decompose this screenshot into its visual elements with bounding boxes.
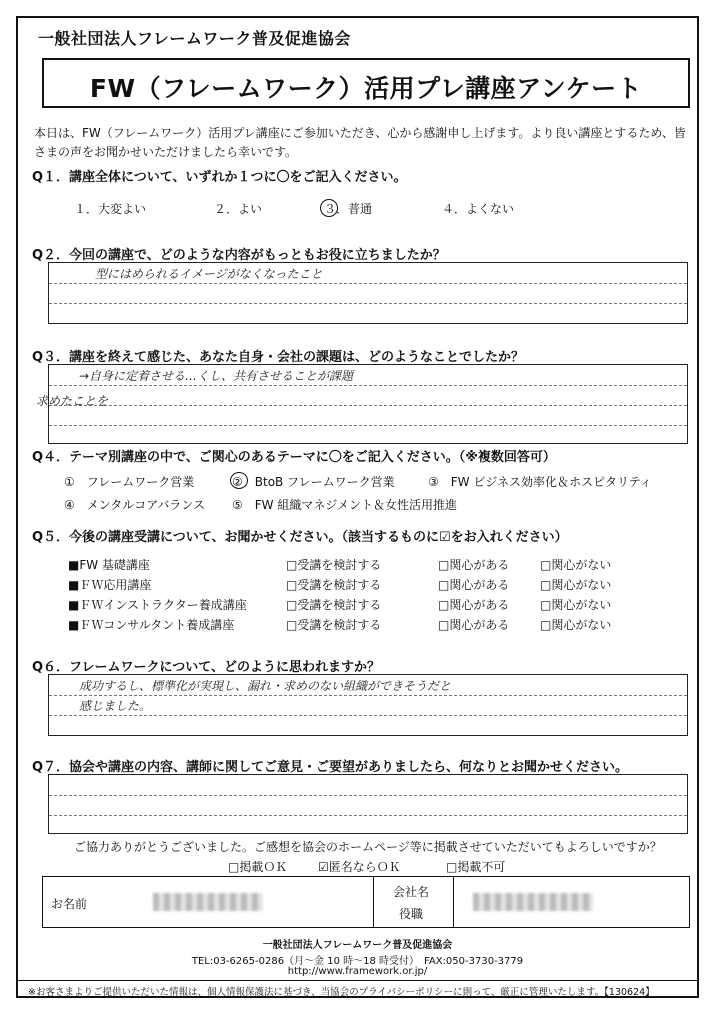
consent-option-anonymous[interactable]: ☑匿名ならＯＫ	[318, 860, 401, 874]
company-divider	[453, 877, 454, 927]
q5-course-4-not-interested[interactable]: □関心がない	[540, 618, 612, 632]
intro-text: 本日は、FW（フレームワーク）活用プレ講座にご参加いただき、心から感謝申し上げます。より良い講座とするため、皆さまの声をお聞かせいただけましたら幸いです。	[34, 126, 686, 159]
q1-option-3[interactable]: ３．普通	[324, 202, 373, 216]
q5-course-2: ■ＦＷ応用講座	[68, 578, 152, 592]
name-box	[42, 876, 690, 928]
q6-answer-line2: 感じました。	[79, 699, 152, 713]
q5-course-1-interested[interactable]: □関心がある	[438, 558, 510, 572]
q1-label: Q１．講座全体について、いずれか１つに〇をご記入ください。	[32, 170, 407, 185]
q4-option-4[interactable]: ④ メンタルコアバランス	[64, 498, 205, 512]
footer-org: 一般社団法人フレームワーク普及促進協会	[262, 940, 453, 951]
q1-option-2[interactable]: ２．よい	[214, 202, 263, 216]
q6-answer-line1: 成功するし、標準化が実現し、漏れ・求めのない組織ができそうだと	[79, 679, 452, 693]
organization-name: 一般社団法人フレームワーク普及促進協会	[38, 29, 351, 48]
q3-label: Q３．講座を終えて感じた、あなた自身・会社の課題は、どのようなことでしたか？	[32, 350, 525, 365]
q5-course-3: ■ＦＷインストラクター養成講座	[68, 598, 247, 612]
q5-course-2-consider[interactable]: □受講を検討する	[286, 578, 382, 592]
q1-selected-circle-mark	[320, 199, 338, 217]
q1-option-4[interactable]: ４．よくない	[442, 202, 515, 216]
name-label: お名前	[51, 897, 88, 911]
name-box-divider	[373, 877, 374, 927]
q5-course-1-not-interested[interactable]: □関心がない	[540, 558, 612, 572]
q4-option-1[interactable]: ① フレームワーク営業	[64, 475, 195, 489]
q5-course-2-not-interested[interactable]: □関心がない	[540, 578, 612, 592]
q3-answer-line1: →自身に定着させる…くし、共有させることが課題	[79, 369, 354, 383]
q3-answer-line2: 求めたことを	[36, 394, 109, 408]
q5-course-3-not-interested[interactable]: □関心がない	[540, 598, 612, 612]
q5-course-4-interested[interactable]: □関心がある	[438, 618, 510, 632]
q5-course-3-consider[interactable]: □受講を検討する	[286, 598, 382, 612]
q7-answer-box[interactable]	[48, 774, 688, 834]
company-redacted	[473, 893, 593, 911]
survey-form	[16, 16, 699, 998]
q6-answer-box[interactable]	[48, 674, 688, 736]
q1-option-1[interactable]: １．大変よい	[74, 202, 147, 216]
footer-contact: TEL:03-6265-0286（月～金 10 時～18 時受付） FAX:050-3730-3779	[191, 956, 524, 967]
title-box	[42, 58, 690, 108]
consent-option-ok[interactable]: □掲載ＯＫ	[228, 860, 288, 874]
q4-option-5[interactable]: ⑤ FW 組織マネジメント＆女性活用推進	[232, 498, 457, 512]
q6-label: Q６．フレームワークについて、どのように思われますか？	[32, 660, 381, 675]
consent-option-no[interactable]: □掲載不可	[446, 860, 506, 874]
q5-course-1: ■FW 基礎講座	[68, 558, 150, 572]
q2-answer-box[interactable]	[48, 262, 688, 324]
footer-divider	[18, 980, 697, 981]
form-title: FW（フレームワーク）活用プレ講座アンケート	[89, 74, 643, 103]
q4-option-2[interactable]: ② BtoB フレームワーク営業	[232, 475, 395, 489]
q5-course-3-interested[interactable]: □関心がある	[438, 598, 510, 612]
q2-answer-text: 型にはめられるイメージがなくなったこと	[95, 267, 323, 281]
q5-label: Q５．今後の講座受講について、お聞かせください。（該当するものに☑をお入れください）	[32, 530, 568, 545]
q5-course-4: ■ＦＷコンサルタント養成講座	[68, 618, 235, 632]
q5-course-2-interested[interactable]: □関心がある	[438, 578, 510, 592]
company-label: 会社名	[393, 885, 430, 899]
consent-question: ご協力ありがとうございました。ご感想を協会のホームページ等に掲載させていただいてもよろしいですか？	[74, 840, 662, 854]
footer-url[interactable]: http://www.framework.or.jp/	[287, 966, 428, 977]
position-label: 役職	[399, 907, 424, 921]
q4-option-3[interactable]: ③ FW ビジネス効率化＆ホスピタリティ	[428, 475, 652, 489]
q5-course-4-consider[interactable]: □受講を検討する	[286, 618, 382, 632]
q4-selected-circle-mark	[230, 472, 248, 489]
q2-label: Q２．今回の講座で、どのような内容がもっともお役に立ちましたか？	[32, 248, 446, 263]
name-redacted	[153, 893, 263, 911]
q7-label: Q７．協会や講座の内容、講師に関してご意見・ご要望がありましたら、何なりとお聞かせください。	[32, 760, 629, 775]
privacy-notice: ※お客さまよりご提供いただいた情報は、個人情報保護法に基づき、当協会のプライバシーポリシーに則って、厳正に管理いたします。【130624】	[28, 987, 655, 998]
q3-answer-box[interactable]	[48, 364, 688, 444]
q5-course-1-consider[interactable]: □受講を検討する	[286, 558, 382, 572]
q4-label: Q４．テーマ別講座の中で、ご関心のあるテーマに〇をご記入ください。（※複数回答可）	[32, 450, 556, 465]
